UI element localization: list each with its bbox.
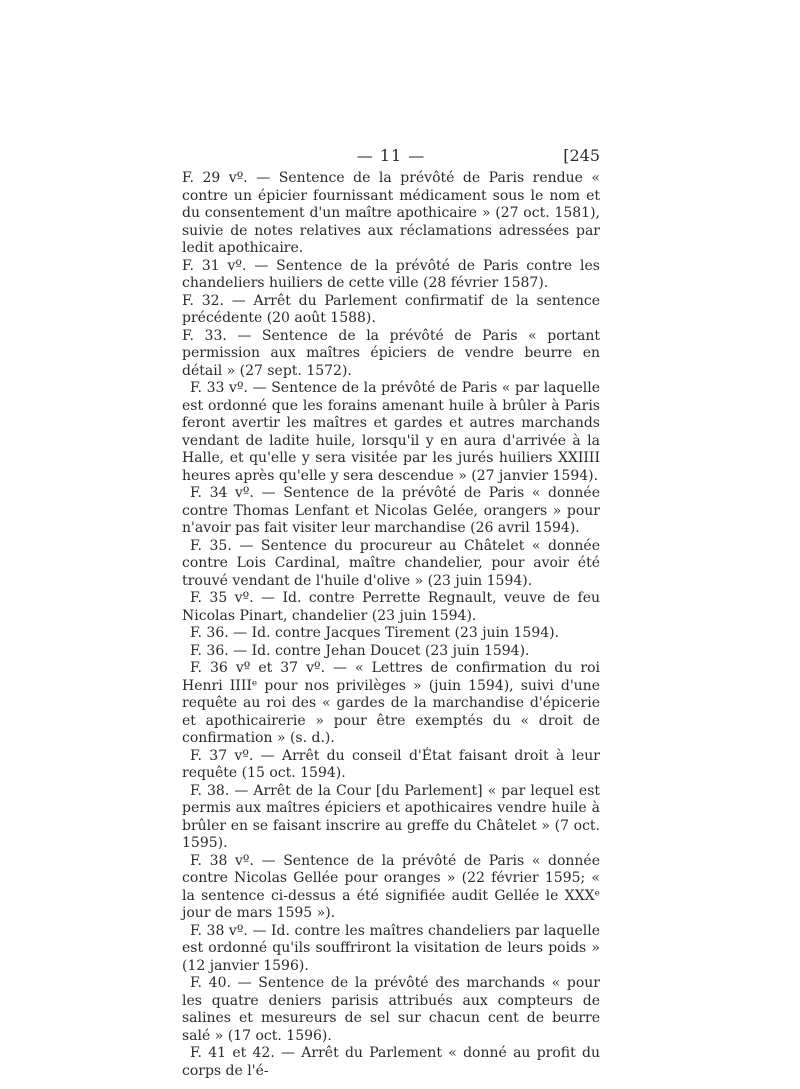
entry-paragraph: F. 32. — Arrêt du Parlement confirmatif de la sentence précédente (20 août 1588).: [182, 292, 600, 326]
entry-paragraph: F. 34 vº. — Sentence de la prévôté de Paris « donnée contre Thomas Lenfant et Nicolas Gelée, orangers » pour n'avoir pas fait visiter leur marchandise (26 avril 1594).: [182, 485, 600, 536]
folio-reference: [245: [563, 146, 600, 165]
entry-paragraph: F. 36. — Id. contre Jacques Tirement (23 juin 1594).: [190, 625, 560, 641]
entry-paragraph: F. 41 et 42. — Arrêt du Parlement « donné au profit du corps de l'é-: [182, 1045, 600, 1079]
entry-paragraph: F. 29 vº. — Sentence de la prévôté de Paris rendue « contre un épicier fournissant médicament sous le nom et du consentement d'un maître apothicaire » (27 oct. 1581), suivie de notes relatives aux réclamations adressées par ledit apothicaire.: [182, 170, 600, 256]
entry-paragraph: F. 38 vº. — Sentence de la prévôté de Paris « donnée contre Nicolas Gellée pour oranges » (22 février 1595; « la sentence ci-dessus a été signifiée audit Gellée le XXXᵉ jour de mars 1595 »).: [182, 852, 600, 921]
page-number: — 11 —: [356, 146, 426, 165]
body-text: [182, 170, 600, 1080]
entry-paragraph: F. 38 vº. — Id. contre les maîtres chandeliers par laquelle est ordonné qu'ils souffriront la visitation de leurs poids » (12 janvier 1596).: [182, 922, 600, 974]
entry-paragraph: F. 38. — Arrêt de la Cour [du Parlement] « par lequel est permis aux maîtres épiciers et apothicaires vendre huile à brûler en se faisant inscrire au greffe du Châtelet » (7 oct. 1595).: [182, 782, 600, 851]
entry-paragraph: F. 33 vº. — Sentence de la prévôté de Paris « par laquelle est ordonné que les forains amenant huile à brûler à Paris feront avertir les maîtres et gardes et autres marchands vendant de ladite huile, lorsqu'il y en aura d'arrivée à la Halle, et qu'elle y sera visitée par les jurés huiliers XXIIII heures après qu'elle y sera descendue » (27 janvier 1594).: [182, 380, 600, 484]
entry-paragraph: F. 33. — Sentence de la prévôté de Paris « portant permission aux maîtres épiciers de vendre beurre en détail » (27 sept. 1572).: [182, 327, 600, 379]
entry-paragraph: F. 35. — Sentence du procureur au Châtelet « donnée contre Lois Cardinal, maître chandelier, pour avoir été trouvé vendant de l'huile d'olive » (23 juin 1594).: [182, 537, 600, 589]
running-head: [182, 146, 600, 168]
entry-paragraph: F. 40. — Sentence de la prévôté des marchands « pour les quatre deniers parisis attribués aux compteurs de salines et mesureurs de sel sur chacun cent de beurre salé » (17 oct. 1596).: [182, 975, 600, 1044]
entry-paragraph: F. 35 vº. — Id. contre Perrette Regnault, veuve de feu Nicolas Pinart, chandelier (23 juin 1594).: [182, 590, 600, 624]
entry-paragraph: F. 36. — Id. contre Jehan Doucet (23 juin 1594).: [190, 642, 530, 659]
entry-paragraph: F. 37 vº. — Arrêt du conseil d'État faisant droit à leur requête (15 oct. 1594).: [182, 747, 600, 781]
entry-paragraph: F. 31 vº. — Sentence de la prévôté de Paris contre les chandeliers huiliers de cette ville (28 février 1587).: [182, 257, 600, 291]
entry-paragraph: F. 36 vº et 37 vº. — « Lettres de confirmation du roi Henri IIIIᵉ pour nos privilèges » (juin 1594), suivi d'une requête au roi des « gardes de la marchandise d'épicerie et apothicairerie » pour être exemptés du « droit de confirmation » (s. d.).: [182, 660, 600, 746]
